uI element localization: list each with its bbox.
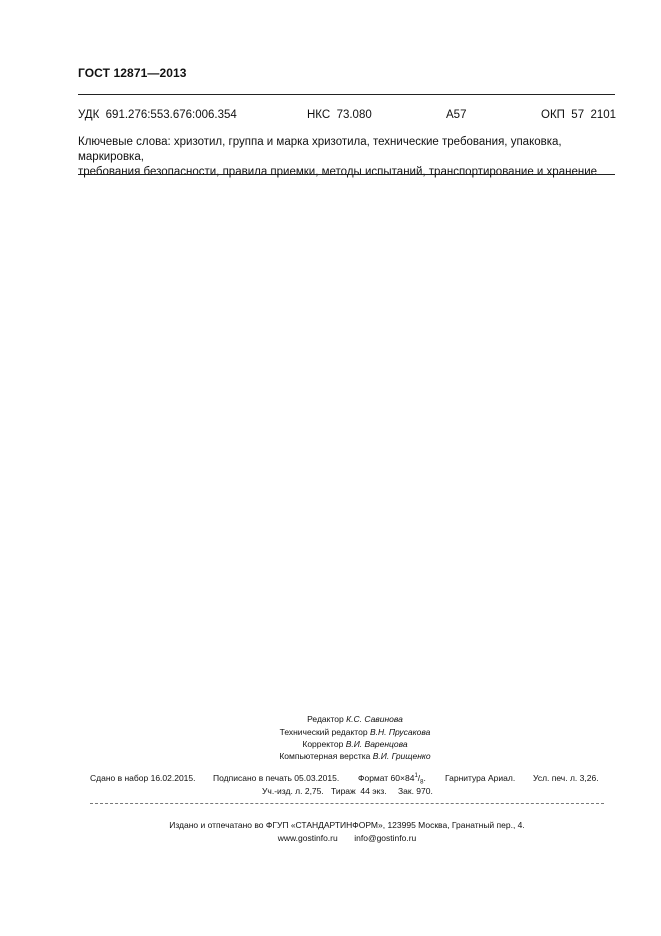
format-sub: 8 — [420, 779, 424, 786]
imprint-order: Зак. 970. — [398, 786, 433, 796]
nks-code: НКС 73.080 — [307, 109, 372, 121]
imprint-typeface: Гарнитура Ариал. — [445, 773, 516, 783]
editor-label: Редактор — [307, 714, 344, 724]
staff-corrector — [180, 739, 530, 749]
imprint-format: Формат $60\times 84^1/_8$. — [358, 773, 426, 786]
format-prefix: Формат 60×84 — [358, 773, 415, 783]
format-suffix: . — [423, 773, 426, 783]
keywords-line-1: Ключевые слова: хризотил, группа и марка хризотила, технические требования, упаковка, маркировка, — [78, 136, 562, 163]
document-title: ГОСТ 12871—2013 — [78, 66, 187, 80]
imprint-submitted: Сдано в набор 16.02.2015. — [90, 773, 196, 783]
staff-layout — [180, 751, 530, 761]
tech-editor-name: В.Н. Прусакова — [369, 727, 431, 737]
tech-editor-label: Технический редактор — [279, 727, 368, 737]
staff-tech-editor — [180, 727, 530, 737]
okp-code: ОКП 57 2101 — [541, 109, 617, 121]
publisher-email: info@gostinfo.ru — [354, 833, 417, 843]
publisher-contacts — [90, 833, 604, 843]
editor-name: К.С. Савинова — [346, 714, 403, 724]
format-sup: 1 — [414, 773, 418, 780]
category-code: А57 — [446, 109, 467, 121]
layout-name: В.И. Грищенко — [372, 751, 431, 761]
corrector-label: Корректор — [302, 739, 344, 749]
imprint-signed: Подписано в печать 05.03.2015. — [213, 773, 340, 783]
layout-label: Компьютерная верстка — [279, 751, 371, 761]
imprint-edition-sheets: Уч.-изд. л. 2,75. — [262, 786, 324, 796]
imprint-circulation: Тираж 44 экз. — [331, 786, 387, 796]
staff-editor — [180, 714, 530, 724]
bottom-divider — [90, 803, 604, 804]
publisher-website: www.gostinfo.ru — [277, 833, 338, 843]
publisher-line: Издано и отпечатано во ФГУП «СТАНДАРТИНФОРМ», 123995 Москва, Гранатный пер., 4. — [169, 820, 525, 830]
top-divider — [78, 94, 615, 95]
keywords-line-2: требования безопасности, правила приемки, методы испытаний, транспортирование и хранение — [78, 166, 598, 178]
corrector-name: В.И. Варенцова — [345, 739, 408, 749]
imprint-print-sheets: Усл. печ. л. 3,26. — [533, 773, 599, 783]
udk-code: УДК 691.276:553.676:006.354 — [78, 109, 237, 121]
middle-divider — [78, 174, 615, 175]
